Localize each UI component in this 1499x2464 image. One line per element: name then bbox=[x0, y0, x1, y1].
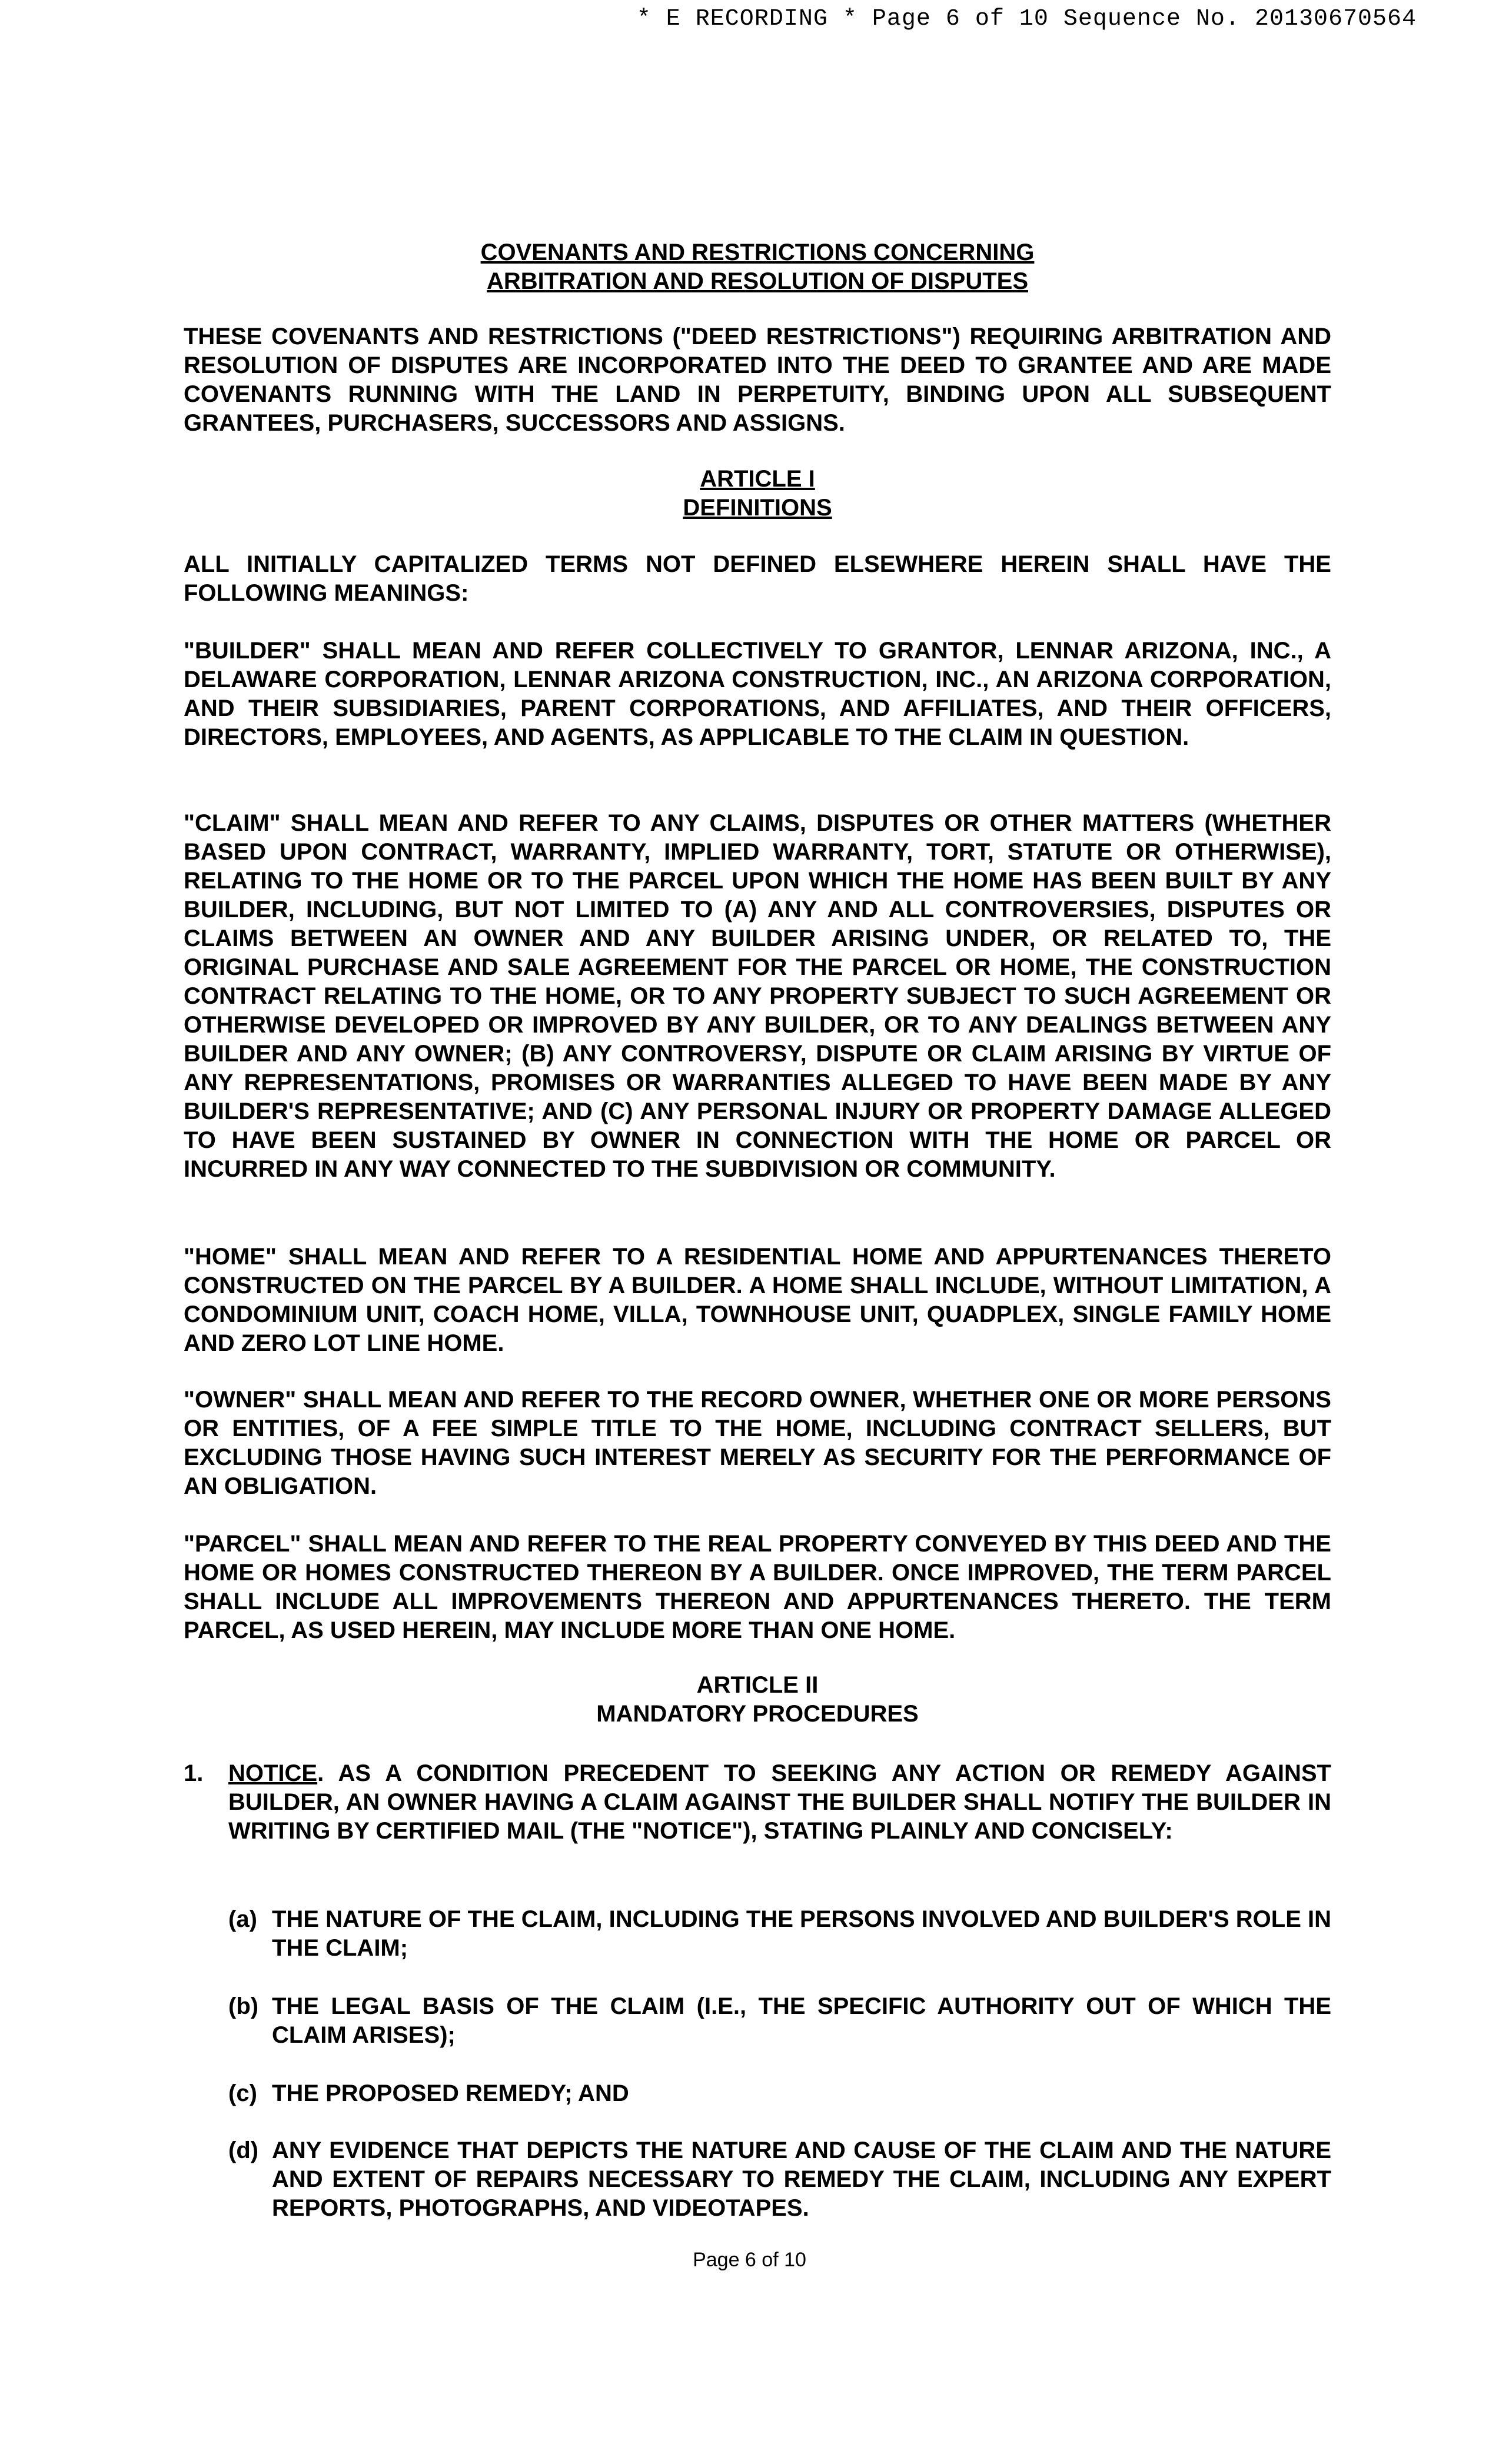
sub-item-a bbox=[228, 1905, 1331, 1963]
sub-item-b bbox=[228, 1992, 1331, 2050]
sub-item-label: (a) bbox=[228, 1906, 257, 1932]
article-2-heading-block bbox=[184, 1671, 1331, 1729]
recording-header: * E RECORDING * Page 6 of 10 Sequence No. 20130670564 bbox=[636, 6, 1417, 32]
sub-item-label: (c) bbox=[228, 2080, 257, 2106]
item-text: . AS A CONDITION PRECEDENT TO SEEKING ANY ACTION OR REMEDY AGAINST BUILDER, AN OWNER HAVING A CLAIM AGAINST THE BUILDER SHALL NOTIFY THE BUILDER IN WRITING BY CERTIFIED MAIL (THE "NOTICE"), STATING PLAINLY AND CONCISELY: bbox=[228, 1760, 1331, 1844]
article-2-heading: ARTICLE II bbox=[696, 1672, 819, 1698]
item-body bbox=[228, 1759, 1331, 1846]
sub-item-c bbox=[228, 2079, 1331, 2108]
page-footer: Page 6 of 10 bbox=[693, 2249, 806, 2271]
definition-owner: "OWNER" SHALL MEAN AND REFER TO THE RECORD OWNER, WHETHER ONE OR MORE PERSONS OR ENTITIES, OF A FEE SIMPLE TITLE TO THE HOME, INCLUDING CONTRACT SELLERS, BUT EXCLUDING THOSE HAVING SUCH INTEREST MERELY AS SECURITY FOR THE PERFORMANCE OF AN OBLIGATION. bbox=[184, 1387, 1331, 1499]
sub-item-text: THE LEGAL BASIS OF THE CLAIM (I.E., THE SPECIFIC AUTHORITY OUT OF WHICH THE CLAIM ARISES); bbox=[272, 1993, 1331, 2048]
intro-paragraph: THESE COVENANTS AND RESTRICTIONS ("DEED RESTRICTIONS") REQUIRING ARBITRATION AND RESOLUTION OF DISPUTES ARE INCORPORATED INTO THE DEED TO GRANTEE AND ARE MADE COVENANTS RUNNING WITH THE LAND IN PERPETUITY, BINDING UPON ALL SUBSEQUENT GRANTEES, PURCHASERS, SUCCESSORS AND ASSIGNS. bbox=[184, 324, 1331, 436]
sub-item-text: ANY EVIDENCE THAT DEPICTS THE NATURE AND CAUSE OF THE CLAIM AND THE NATURE AND EXTENT OF REPAIRS NECESSARY TO REMEDY THE CLAIM, INCLUDING ANY EXPERT REPORTS, PHOTOGRAPHS, AND VIDEOTAPES. bbox=[272, 2137, 1331, 2221]
definition-parcel: "PARCEL" SHALL MEAN AND REFER TO THE REAL PROPERTY CONVEYED BY THIS DEED AND THE HOME OR HOMES CONSTRUCTED THEREON BY A BUILDER. ONCE IMPROVED, THE TERM PARCEL SHALL INCLUDE ALL IMPROVEMENTS THEREON AND APPURTENANCES THERETO. THE TERM PARCEL, AS USED HEREIN, MAY INCLUDE MORE THAN ONE HOME. bbox=[184, 1531, 1331, 1643]
article-1-heading: ARTICLE I bbox=[700, 466, 815, 492]
procedure-item-notice bbox=[184, 1759, 1331, 1846]
definition-claim: "CLAIM" SHALL MEAN AND REFER TO ANY CLAIMS, DISPUTES OR OTHER MATTERS (WHETHER BASED UPON CONTRACT, WARRANTY, IMPLIED WARRANTY, TORT, STATUTE OR OTHERWISE), RELATING TO THE HOME OR TO THE PARCEL UPON WHICH THE HOME HAS BEEN BUILT BY ANY BUILDER, INCLUDING, BUT NOT LIMITED TO (A) ANY AND ALL CONTROVERSIES, DISPUTES OR CLAIMS BETWEEN AN OWNER AND ANY BUILDER ARISING UNDER, OR RELATED TO, THE ORIGINAL PURCHASE AND SALE AGREEMENT FOR THE PARCEL OR HOME, THE CONSTRUCTION CONTRACT RELATING TO THE HOME, OR TO ANY PROPERTY SUBJECT TO SUCH AGREEMENT OR OTHERWISE DEVELOPED OR IMPROVED BY ANY BUILDER, OR TO ANY DEALINGS BETWEEN ANY BUILDER AND ANY OWNER; (B) ANY CONTROVERSY, DISPUTE OR CLAIM ARISING BY VIRTUE OF ANY REPRESENTATIONS, PROMISES OR WARRANTIES ALLEGED TO HAVE BEEN MADE BY ANY BUILDER'S REPRESENTATIVE; AND (C) ANY PERSONAL INJURY OR PROPERTY DAMAGE ALLEGED TO HAVE BEEN SUSTAINED BY OWNER IN CONNECTION WITH THE HOME OR PARCEL OR INCURRED IN ANY WAY CONNECTED TO THE SUBDIVISION OR COMMUNITY. bbox=[184, 810, 1331, 1182]
title-line-1: COVENANTS AND RESTRICTIONS CONCERNING bbox=[480, 239, 1035, 265]
definition-home: "HOME" SHALL MEAN AND REFER TO A RESIDENTIAL HOME AND APPURTENANCES THERETO CONSTRUCTED ON THE PARCEL BY A BUILDER. A HOME SHALL INCLUDE, WITHOUT LIMITATION, A CONDOMINIUM UNIT, COACH HOME, VILLA, TOWNHOUSE UNIT, QUADPLEX, SINGLE FAMILY HOME AND ZERO LOT LINE HOME. bbox=[184, 1244, 1331, 1356]
sub-item-label: (b) bbox=[228, 1993, 259, 2019]
sub-item-text: THE NATURE OF THE CLAIM, INCLUDING THE PERSONS INVOLVED AND BUILDER'S ROLE IN THE CLAIM; bbox=[272, 1906, 1331, 1961]
article-1-heading-block bbox=[184, 465, 1331, 522]
article-1-subheading: DEFINITIONS bbox=[683, 495, 832, 521]
sub-item-d bbox=[228, 2136, 1331, 2223]
item-label: NOTICE bbox=[228, 1760, 318, 1786]
definition-builder: "BUILDER" SHALL MEAN AND REFER COLLECTIVELY TO GRANTOR, LENNAR ARIZONA, INC., A DELAWARE CORPORATION, LENNAR ARIZONA CONSTRUCTION, INC., AN ARIZONA CORPORATION, AND THEIR SUBSIDIARIES, PARENT CORPORATIONS, AND AFFILIATES, AND THEIR OFFICERS, DIRECTORS, EMPLOYEES, AND AGENTS, AS APPLICABLE TO THE CLAIM IN QUESTION. bbox=[184, 638, 1331, 750]
item-number: 1. bbox=[184, 1760, 204, 1786]
document-title bbox=[184, 238, 1331, 296]
sub-item-label: (d) bbox=[228, 2137, 259, 2163]
article-2-subheading: MANDATORY PROCEDURES bbox=[596, 1701, 919, 1727]
title-line-2: ARBITRATION AND RESOLUTION OF DISPUTES bbox=[487, 268, 1028, 294]
definitions-intro: ALL INITIALLY CAPITALIZED TERMS NOT DEFINED ELSEWHERE HEREIN SHALL HAVE THE FOLLOWING MEANINGS: bbox=[184, 551, 1331, 606]
sub-item-text: THE PROPOSED REMEDY; AND bbox=[272, 2080, 629, 2106]
